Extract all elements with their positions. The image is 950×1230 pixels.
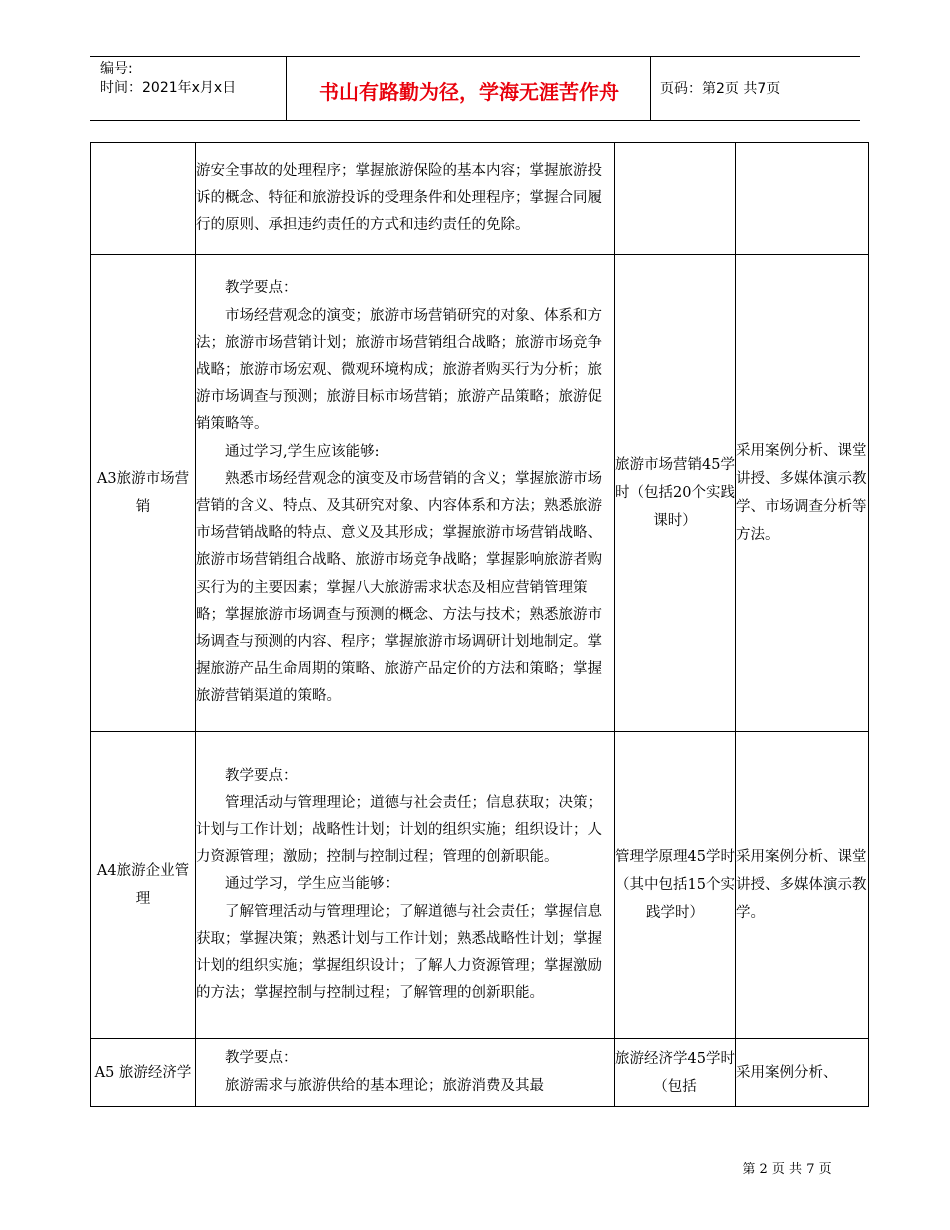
footer-page-number: 第 2 页 共 7 页 bbox=[742, 1162, 832, 1177]
content-paragraph: 游安全事故的处理程序；掌握旅游保险的基本内容；掌握旅游投诉的概念、特征和旅游投诉的受理条件和处理程序；掌握合同履行的原则、承担违约责任的方式和违约责任的免除。 bbox=[196, 162, 602, 234]
header-divider-right bbox=[650, 57, 651, 120]
course-method-cell bbox=[736, 1039, 869, 1107]
course-name: A4旅游企业管理 bbox=[96, 863, 190, 907]
course-method-cell bbox=[736, 732, 869, 1039]
header-bottom-rule bbox=[90, 120, 860, 121]
course-hours-cell bbox=[615, 732, 736, 1039]
course-method: 采用案例分析、 bbox=[736, 1064, 838, 1081]
page-footer bbox=[0, 1158, 950, 1177]
course-content-cell bbox=[196, 255, 615, 732]
content-heading: 通过学习,学生应该能够: bbox=[225, 443, 380, 460]
course-name-cell bbox=[91, 143, 196, 255]
table-row bbox=[91, 732, 869, 1039]
course-method: 采用案例分析、课堂讲授、多媒体演示教学、市场调查分析等方法。 bbox=[736, 443, 867, 543]
course-hours: 旅游市场营销45学时（包括20个实践课时） bbox=[615, 457, 735, 529]
content-paragraph: 了解管理活动与管理理论；了解道德与社会责任；掌握信息获取；掌握决策；熟悉计划与工作计划；熟悉战略性计划；掌握计划的组织实施；掌握组织设计；了解人力资源管理；掌握激励的方法；掌握控制与控制过程；了解管理的创新职能。 bbox=[196, 903, 602, 1002]
table-row bbox=[91, 143, 869, 255]
course-hours-cell bbox=[615, 255, 736, 732]
course-name: A5 旅游经济学 bbox=[94, 1064, 192, 1081]
header-page-label: 页码：第2页 共7页 bbox=[660, 81, 781, 97]
course-content-cell bbox=[196, 1039, 615, 1107]
content-heading: 通过学习，学生应当能够： bbox=[225, 876, 399, 893]
content-paragraph: 旅游需求与旅游供给的基本理论；旅游消费及其最 bbox=[225, 1077, 544, 1094]
course-content-cell bbox=[196, 143, 615, 255]
table-row bbox=[91, 1039, 869, 1107]
content-heading: 教学要点： bbox=[225, 280, 298, 297]
content-heading: 教学要点： bbox=[225, 767, 298, 784]
content-paragraph: 市场经营观念的演变；旅游市场营销研究的对象、体系和方法；旅游市场营销计划；旅游市场营销组合战略；旅游市场竞争战略；旅游市场宏观、微观环境构成；旅游者购买行为分析；旅游市场调查与预测；旅游目标市场营销；旅游产品策略；旅游促销策略等。 bbox=[196, 307, 602, 433]
course-hours-cell bbox=[615, 1039, 736, 1107]
course-content-cell bbox=[196, 732, 615, 1039]
course-hours: 管理学原理45学时（其中包括15个实践学时） bbox=[615, 849, 735, 921]
content-paragraph: 熟悉市场经营观念的演变及市场营销的含义；掌握旅游市场营销的含义、特点、及其研究对象、内容体系和方法；熟悉旅游市场营销战略的特点、意义及其形成；掌握旅游市场营销战略、旅游市场营销组合战略、旅游市场竞争战略；掌握影响旅游者购买行为的主要因素；掌握八大旅游需求状态及相应营销管理策略；掌握旅游市场调查与预测的概念、方法与技术；熟悉旅游市场调查与预测的内容、程序；掌握旅游市场调研计划地制定。掌握旅游产品生命周期的策略、旅游产品定价的方法和策略；掌握旅游营销渠道的策略。 bbox=[196, 470, 602, 705]
course-hours-cell bbox=[615, 143, 736, 255]
course-name-cell bbox=[91, 1039, 196, 1107]
doc-code-label: 编号: bbox=[100, 61, 133, 77]
course-name-cell bbox=[91, 255, 196, 732]
course-hours: 旅游经济学45学时（包括 bbox=[615, 1050, 735, 1095]
course-method-cell bbox=[736, 255, 869, 732]
course-method-cell bbox=[736, 143, 869, 255]
content-paragraph: 管理活动与管理理论；道德与社会责任；信息获取；决策；计划与工作计划；战略性计划；计划的组织实施；组织设计；人力资源管理；激励；控制与控制过程；管理的创新职能。 bbox=[196, 794, 602, 866]
course-method: 采用案例分析、课堂讲授、多媒体演示教学。 bbox=[736, 849, 867, 921]
header-top-rule bbox=[90, 56, 860, 57]
content-heading: 教学要点： bbox=[225, 1050, 298, 1067]
course-name: A3旅游市场营销 bbox=[96, 471, 190, 515]
header-motto: 书山有路勤为径，学海无涯苦作舟 bbox=[319, 80, 619, 104]
table-row bbox=[91, 255, 869, 732]
course-name-cell bbox=[91, 732, 196, 1039]
header-divider-left bbox=[286, 57, 287, 120]
doc-time-label: 时间：2021年x月x日 bbox=[100, 80, 237, 96]
course-table bbox=[90, 142, 869, 1107]
